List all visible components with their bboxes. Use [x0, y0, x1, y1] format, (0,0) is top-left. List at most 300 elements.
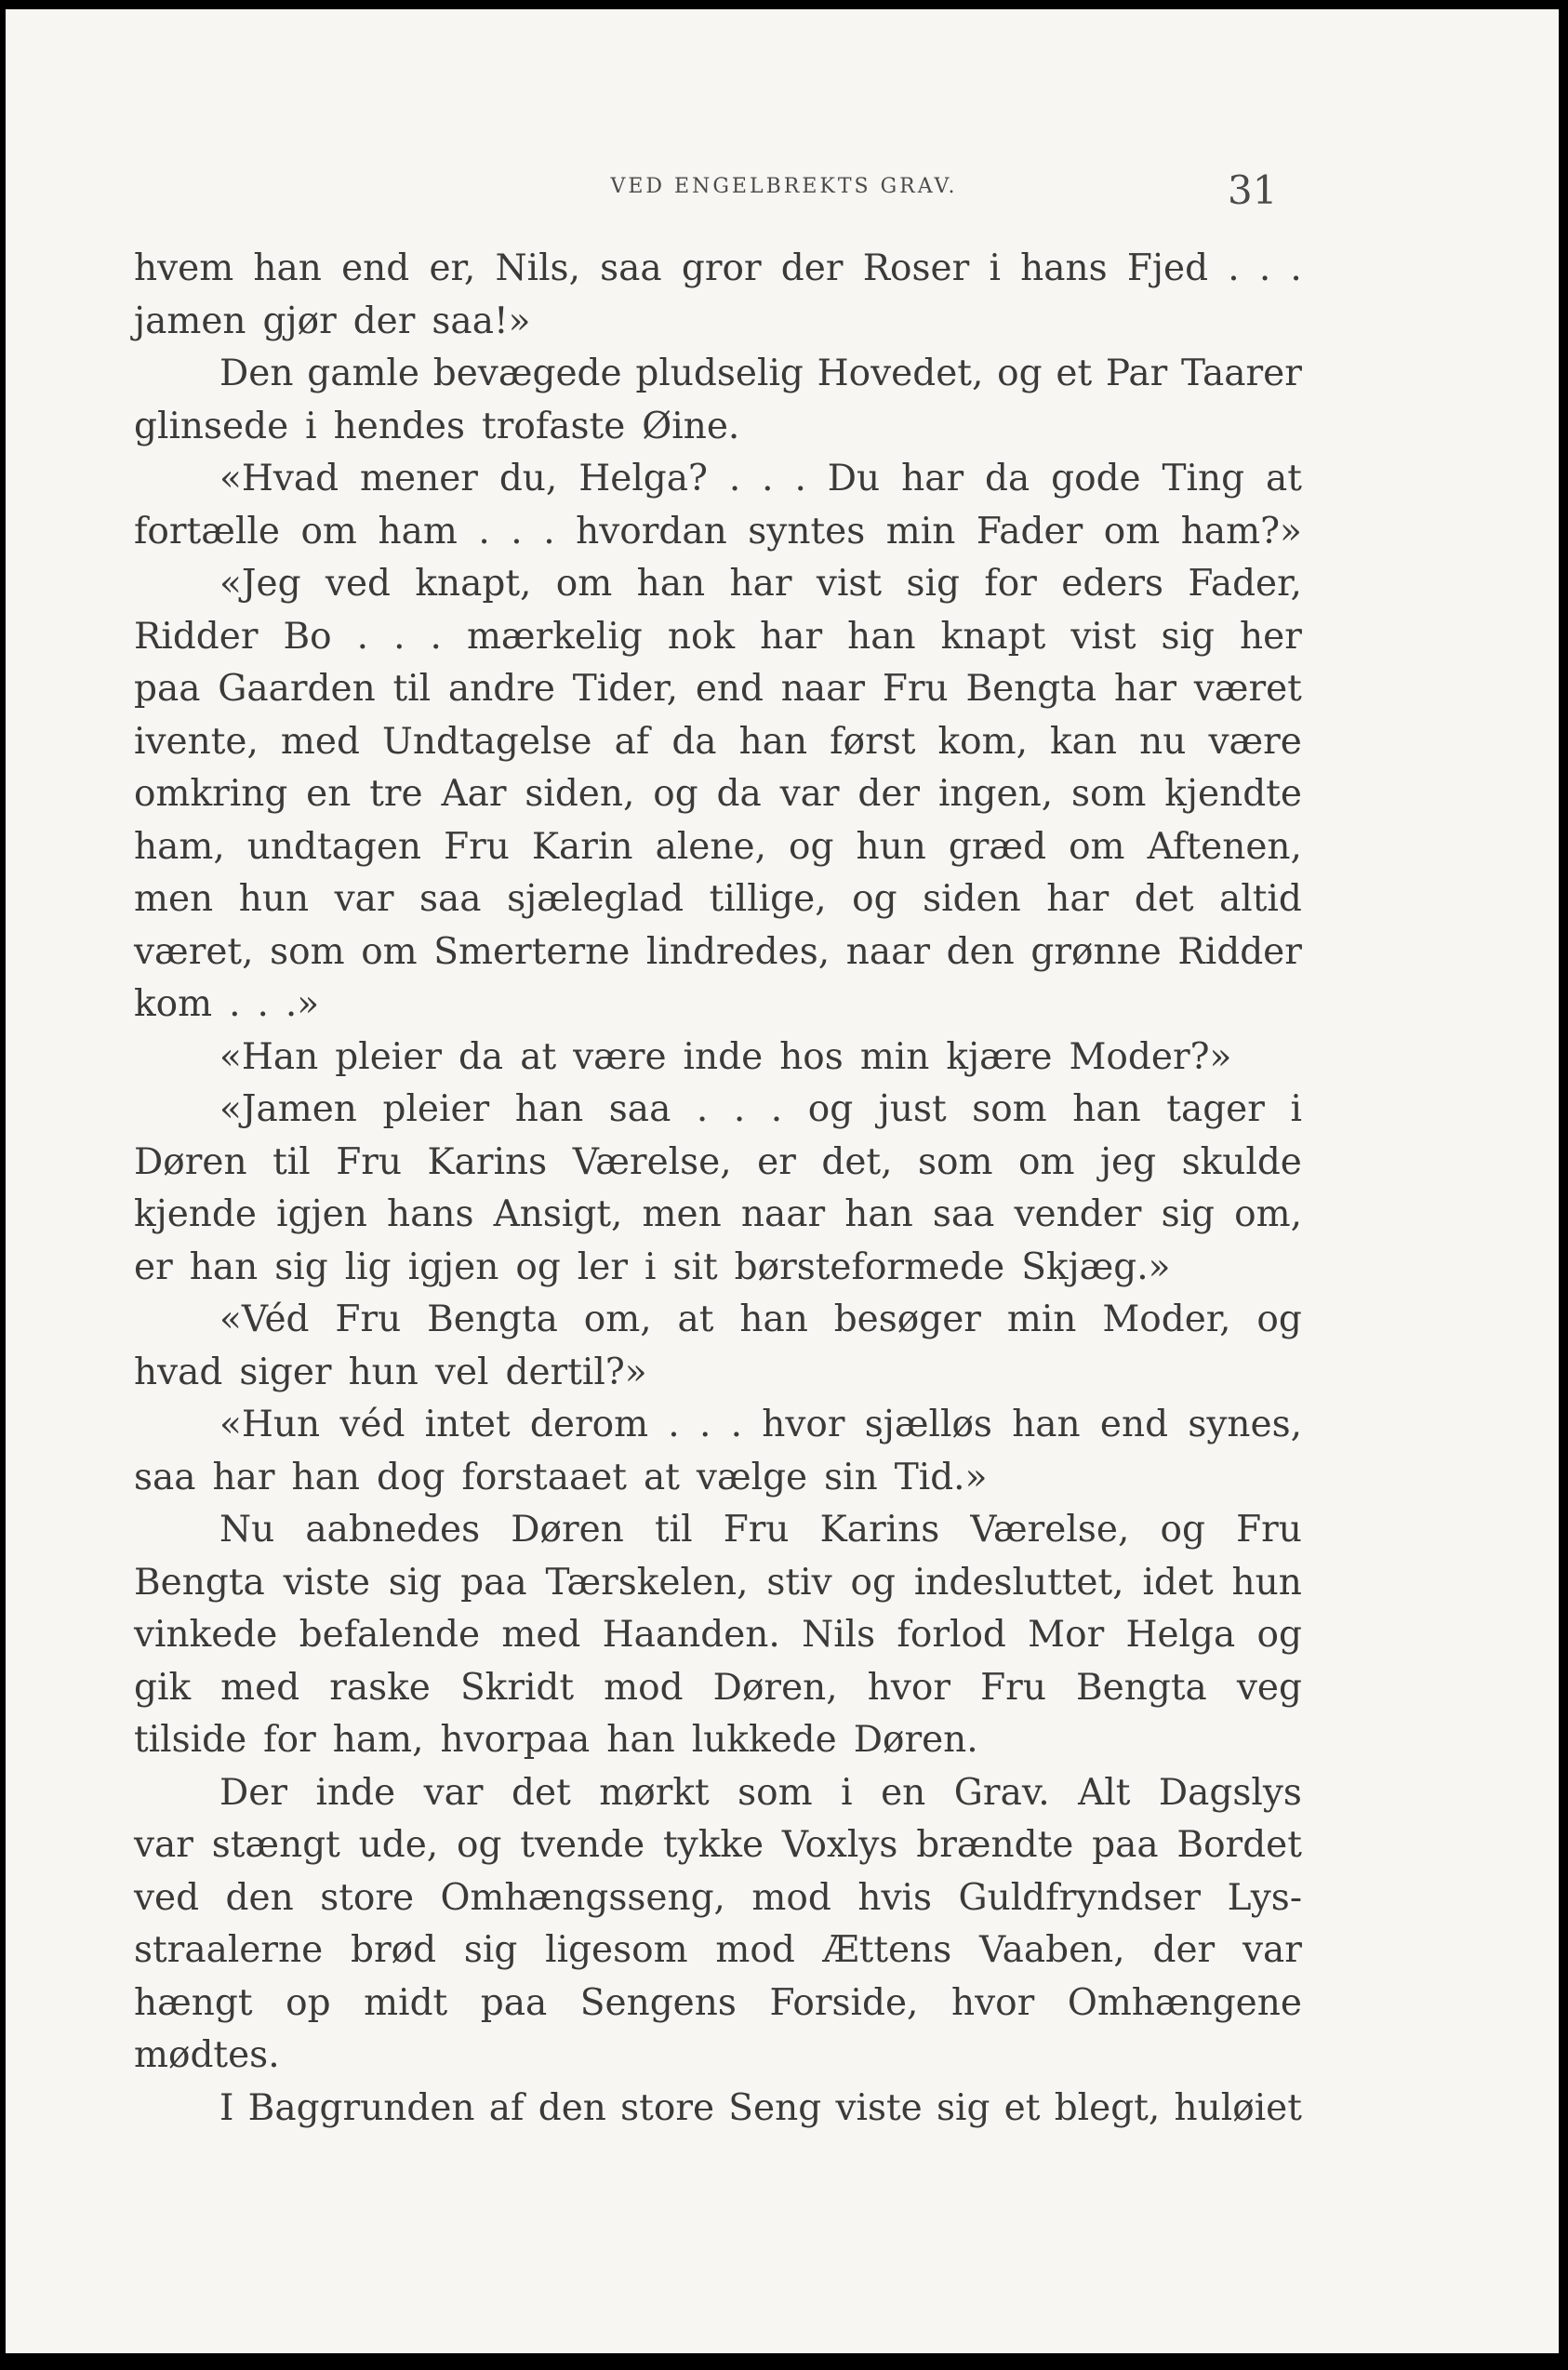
word: Forside, [769, 1981, 919, 2024]
word: siger [239, 1351, 332, 1393]
word: til [654, 1509, 693, 1551]
word: og [653, 773, 698, 815]
word: først [830, 720, 916, 763]
text-line [134, 401, 1302, 454]
text-line [134, 1084, 1302, 1137]
word: den [946, 930, 1015, 973]
word: var [334, 878, 394, 920]
word: der [1152, 1929, 1216, 1971]
word: skulde [1181, 1140, 1302, 1183]
word: . [511, 510, 523, 553]
word: forstaaet [461, 1456, 627, 1498]
word: har [212, 1456, 275, 1498]
word: sin [824, 1456, 878, 1498]
word: Døren. [853, 1719, 978, 1761]
word: om [555, 563, 613, 605]
word: gik [134, 1666, 192, 1709]
text-line [134, 243, 1302, 296]
word: Ridder [134, 615, 259, 658]
word: Undtagelse [382, 720, 592, 763]
word: han [844, 1193, 913, 1235]
word: ivente, [134, 720, 259, 763]
word: gamle [307, 353, 419, 394]
word: knapt, [415, 563, 532, 605]
word: har [729, 563, 792, 605]
word: ved [325, 563, 391, 605]
word: kan [1050, 720, 1118, 763]
word: I [219, 2086, 234, 2129]
text-line [134, 296, 1302, 349]
word: Fru [723, 1509, 790, 1551]
word: en [881, 1771, 926, 1814]
word: han [189, 1245, 259, 1288]
word: tager [1166, 1088, 1265, 1130]
body-text [134, 243, 1302, 2135]
word: Fru [335, 1298, 402, 1340]
word: brød [351, 1929, 437, 1971]
word: naar [845, 930, 930, 973]
word: med [280, 720, 360, 763]
word: Bordet [1176, 1824, 1302, 1866]
word: «Jamen [219, 1088, 357, 1130]
word: Bengta [965, 668, 1097, 710]
word: har [760, 615, 823, 658]
word: mod [604, 1666, 684, 1709]
word: da [716, 773, 762, 815]
word: . [668, 1404, 680, 1445]
word: Moder, [1102, 1298, 1231, 1340]
word: som [972, 1088, 1047, 1130]
word: siden, [525, 773, 635, 815]
word: befalende [299, 1614, 481, 1656]
word: . [478, 510, 490, 553]
word: hans [386, 1193, 474, 1235]
word: Aftenen, [1147, 825, 1302, 868]
word: pleier [335, 1035, 442, 1078]
word: mærkelig [466, 615, 643, 658]
text-line [134, 1819, 1302, 1872]
word: «Véd [219, 1298, 310, 1340]
word: hvad [134, 1351, 223, 1393]
word: jamen [134, 300, 246, 342]
word: Omhængsseng, [440, 1876, 725, 1919]
word: Karin [531, 825, 633, 868]
word: sig [1161, 615, 1215, 658]
word: af [488, 2086, 525, 2129]
word: gode [1051, 458, 1141, 499]
word: Tid.» [894, 1456, 988, 1498]
word: den [538, 2086, 606, 2129]
word: igjen [407, 1245, 499, 1288]
word: Fru [336, 1140, 403, 1183]
word: været, [134, 930, 254, 973]
word: han [739, 1298, 808, 1340]
word: inde [683, 1035, 764, 1078]
word: var [779, 773, 840, 815]
word: Fjed [1126, 247, 1209, 289]
word: .» [285, 983, 320, 1025]
word: vælge [696, 1456, 808, 1498]
word: knapt [940, 615, 1046, 658]
word: vist [816, 563, 883, 605]
text-line [134, 1557, 1302, 1610]
word: mødtes. [134, 2034, 280, 2076]
word: Værelse, [970, 1509, 1130, 1551]
text-line [134, 1137, 1302, 1190]
word: tre [369, 773, 423, 815]
word: lindredes, [645, 930, 831, 973]
word: omkring [134, 773, 288, 815]
word: fortælle [134, 510, 280, 553]
word: dog [377, 1456, 445, 1498]
word: var [1242, 1929, 1302, 1971]
word: Døren [134, 1140, 247, 1183]
word: end [695, 668, 764, 710]
word: Tærskelen, [545, 1561, 749, 1604]
word: nu [1139, 720, 1187, 763]
word: tvende [520, 1824, 645, 1866]
word: . [430, 615, 442, 658]
word: store [320, 1876, 415, 1919]
word: børsteformede [734, 1245, 1005, 1288]
word: viste [835, 2086, 923, 2129]
text-line [134, 1242, 1302, 1295]
word: var [423, 1771, 484, 1814]
word: ude, [358, 1824, 439, 1866]
word: Ting [1162, 458, 1245, 499]
word: Der [219, 1771, 287, 1814]
word: ingen, [937, 773, 1054, 815]
word: og [515, 1245, 561, 1288]
word: idet [1142, 1561, 1214, 1604]
word: du, [498, 458, 558, 499]
word: som [1070, 773, 1147, 815]
word: hun [1231, 1561, 1302, 1604]
word: som [737, 1771, 813, 1814]
word: saa [419, 878, 482, 920]
word: viste [283, 1561, 370, 1604]
word: paa [480, 1981, 548, 2024]
word: en [306, 773, 352, 815]
word: Omhængene [1067, 1981, 1302, 2024]
word: kjære [946, 1035, 1053, 1078]
word: kjendte [1164, 773, 1302, 815]
word: synes, [1188, 1404, 1302, 1445]
word: hun [348, 1351, 419, 1393]
page-number: 31 [1228, 167, 1278, 213]
text-line [134, 348, 1302, 401]
word: men [134, 878, 214, 920]
word: tillige, [709, 878, 827, 920]
word: store [620, 2086, 715, 2129]
text-line [134, 558, 1302, 611]
word: om [1103, 510, 1161, 553]
word: Alt [1078, 1771, 1131, 1814]
word: er [757, 1140, 796, 1183]
word: det [1134, 878, 1194, 920]
text-line [134, 716, 1302, 769]
word: . [698, 1404, 711, 1445]
word: eders [1061, 563, 1164, 605]
word: dertil?» [505, 1351, 647, 1393]
word: mod [715, 1929, 795, 1971]
word: i [305, 405, 317, 447]
word: besøger [833, 1298, 981, 1340]
word: ligesom [545, 1929, 688, 1971]
word: trofaste [482, 405, 626, 447]
word: han [1012, 1404, 1081, 1445]
word: min [885, 510, 956, 553]
word: Karins [427, 1140, 548, 1183]
text-line [134, 873, 1302, 926]
word: om [361, 930, 418, 973]
word: aabnedes [305, 1509, 481, 1551]
text-line [134, 1977, 1302, 2030]
word: til [272, 1140, 311, 1183]
text-line [134, 768, 1302, 821]
word: og [807, 1088, 854, 1130]
word: Helga [1125, 1614, 1236, 1656]
word: hun [856, 825, 926, 868]
word: og [1256, 1298, 1302, 1340]
word: Skjæg.» [1021, 1245, 1171, 1288]
word: Du [827, 458, 881, 499]
word: undtagen [246, 825, 422, 868]
word: mod [751, 1876, 831, 1919]
word: intet [424, 1404, 511, 1445]
word: ler [577, 1245, 628, 1288]
word: græd [948, 825, 1047, 868]
word: jeg [1099, 1140, 1157, 1183]
word: i [644, 1245, 657, 1288]
text-line [134, 453, 1302, 506]
word: kjende [134, 1193, 257, 1235]
word: Fru [1236, 1509, 1302, 1551]
word: sig [463, 1929, 518, 1971]
text-line [134, 663, 1302, 716]
word: brændte [916, 1824, 1074, 1866]
word: ham?» [1180, 510, 1302, 553]
word: sig [936, 2086, 990, 2129]
word: . [1290, 247, 1302, 289]
word: . [762, 458, 774, 499]
text-line [134, 611, 1302, 664]
word: . [1228, 247, 1240, 289]
word: Fru [882, 668, 949, 710]
word: vinkede [134, 1614, 278, 1656]
word: hvorpaa [440, 1719, 591, 1761]
word: vel [434, 1351, 489, 1393]
word: pludselig [635, 353, 804, 394]
text-line [134, 1452, 1302, 1505]
word: stængt [211, 1824, 340, 1866]
word: altid [1219, 878, 1302, 920]
word: kom, [937, 720, 1028, 763]
word: end [1099, 1404, 1169, 1445]
word: han [606, 1719, 675, 1761]
word: Bengta [427, 1298, 558, 1340]
word: blegt, [1054, 2086, 1161, 2129]
word: paa [134, 668, 201, 710]
word: véd [339, 1404, 405, 1445]
word: han [253, 247, 322, 289]
word: saa [600, 247, 662, 289]
word: . [257, 983, 269, 1025]
word: Fader [976, 510, 1083, 553]
word: alene, [655, 825, 766, 868]
word: Værelse, [572, 1140, 732, 1183]
word: har [1046, 878, 1110, 920]
word: Roser [862, 247, 970, 289]
text-line [134, 1767, 1302, 1820]
word: nok [667, 615, 736, 658]
text-line [134, 1189, 1302, 1242]
word: Den [219, 353, 294, 394]
word: Voxlys [781, 1824, 898, 1866]
word: der [857, 773, 921, 815]
word: Dagslys [1158, 1771, 1302, 1814]
word: Øine. [642, 405, 740, 447]
word: «Han [219, 1035, 319, 1078]
word: her [1240, 615, 1302, 658]
word: Sengens [579, 1981, 737, 2024]
word: at [520, 1035, 557, 1078]
word: Grav. [953, 1771, 1050, 1814]
word: bevægede [432, 353, 622, 394]
word: saa [932, 1193, 995, 1235]
word: min [859, 1035, 930, 1078]
text-line [134, 979, 1302, 1032]
word: han [738, 720, 808, 763]
word: det [512, 1771, 571, 1814]
word: han [847, 615, 916, 658]
word: han [636, 563, 706, 605]
word: han [514, 1088, 584, 1130]
word: ved [134, 1876, 200, 1919]
word: siden [923, 878, 1021, 920]
word: i [1290, 1088, 1302, 1130]
word: var [134, 1824, 193, 1866]
word: hun [238, 878, 310, 920]
word: Ættens [822, 1929, 952, 1971]
word: Bo [283, 615, 332, 658]
word: «Hun [219, 1404, 321, 1445]
word: grønne [1030, 930, 1162, 973]
word: straalerne [134, 1929, 324, 1971]
word: lukkede [691, 1719, 837, 1761]
word: tykke [663, 1824, 764, 1866]
word: Fru [444, 825, 510, 868]
text-line [134, 1872, 1302, 1925]
word: igjen [276, 1193, 367, 1235]
word: . [730, 1404, 742, 1445]
word: da [985, 458, 1030, 499]
word: huløiet [1174, 2086, 1302, 2129]
word: er, [429, 247, 476, 289]
word: og [457, 1824, 502, 1866]
word: raske [329, 1666, 431, 1709]
word: har [1113, 668, 1176, 710]
word: han [1072, 1088, 1141, 1130]
word: paa [1092, 1824, 1159, 1866]
word: Fader, [1188, 563, 1302, 605]
word: at [677, 1298, 714, 1340]
word: han [291, 1456, 361, 1498]
text-line [134, 926, 1302, 979]
word: i [841, 1771, 853, 1814]
word: Helga? [578, 458, 708, 499]
word: hendes [333, 405, 466, 447]
word: hos [779, 1035, 844, 1078]
text-line [134, 1347, 1302, 1400]
word: Døren, [712, 1666, 838, 1709]
word: og [788, 825, 834, 868]
word: . [794, 458, 806, 499]
word: saa [134, 1456, 196, 1498]
word: hvor [762, 1404, 845, 1445]
word: om, [1234, 1193, 1302, 1235]
word: Moder?» [1069, 1035, 1232, 1078]
word: om [1017, 1140, 1075, 1183]
word: sjæleglad [507, 878, 684, 920]
word: naar [740, 1193, 826, 1235]
word: for [984, 563, 1037, 605]
word: glinsede [134, 405, 289, 447]
word: ham [378, 510, 458, 553]
word: og [1160, 1509, 1205, 1551]
text-line [134, 1504, 1302, 1557]
word: Baggrunden [247, 2086, 475, 2129]
word: sig [906, 563, 960, 605]
word: der [352, 300, 416, 342]
word: kom [134, 983, 213, 1025]
word: ham, [332, 1719, 424, 1761]
word: . [393, 615, 405, 658]
word: vender [1014, 1193, 1142, 1235]
text-line [134, 1662, 1302, 1715]
word: tilside [134, 1719, 247, 1761]
word: veg [1236, 1666, 1302, 1709]
word: og [997, 353, 1043, 394]
word: har [901, 458, 964, 499]
word: naar [780, 668, 866, 710]
word: Skridt [459, 1666, 575, 1709]
word: andre [447, 668, 555, 710]
word: sig [274, 1245, 328, 1288]
word: Fru [980, 1666, 1046, 1709]
word: gror [681, 247, 762, 289]
word: hængt [134, 1981, 253, 2024]
word: lig [344, 1245, 392, 1288]
word: et [1056, 353, 1093, 394]
word: end [341, 247, 410, 289]
word: Mor [1028, 1614, 1105, 1656]
word: derom [529, 1404, 649, 1445]
word: ham, [134, 825, 225, 868]
text-line [134, 1924, 1302, 1977]
word: . [728, 458, 741, 499]
text-line [134, 1714, 1302, 1767]
word: hvis [857, 1876, 932, 1919]
word: til [392, 668, 432, 710]
word: Ridder [1177, 930, 1302, 973]
word: af [614, 720, 650, 763]
word: syntes [748, 510, 866, 553]
word: «Jeg [219, 563, 301, 605]
word: Gaarden [218, 668, 376, 710]
word: Aar [441, 773, 507, 815]
word: for [263, 1719, 316, 1761]
